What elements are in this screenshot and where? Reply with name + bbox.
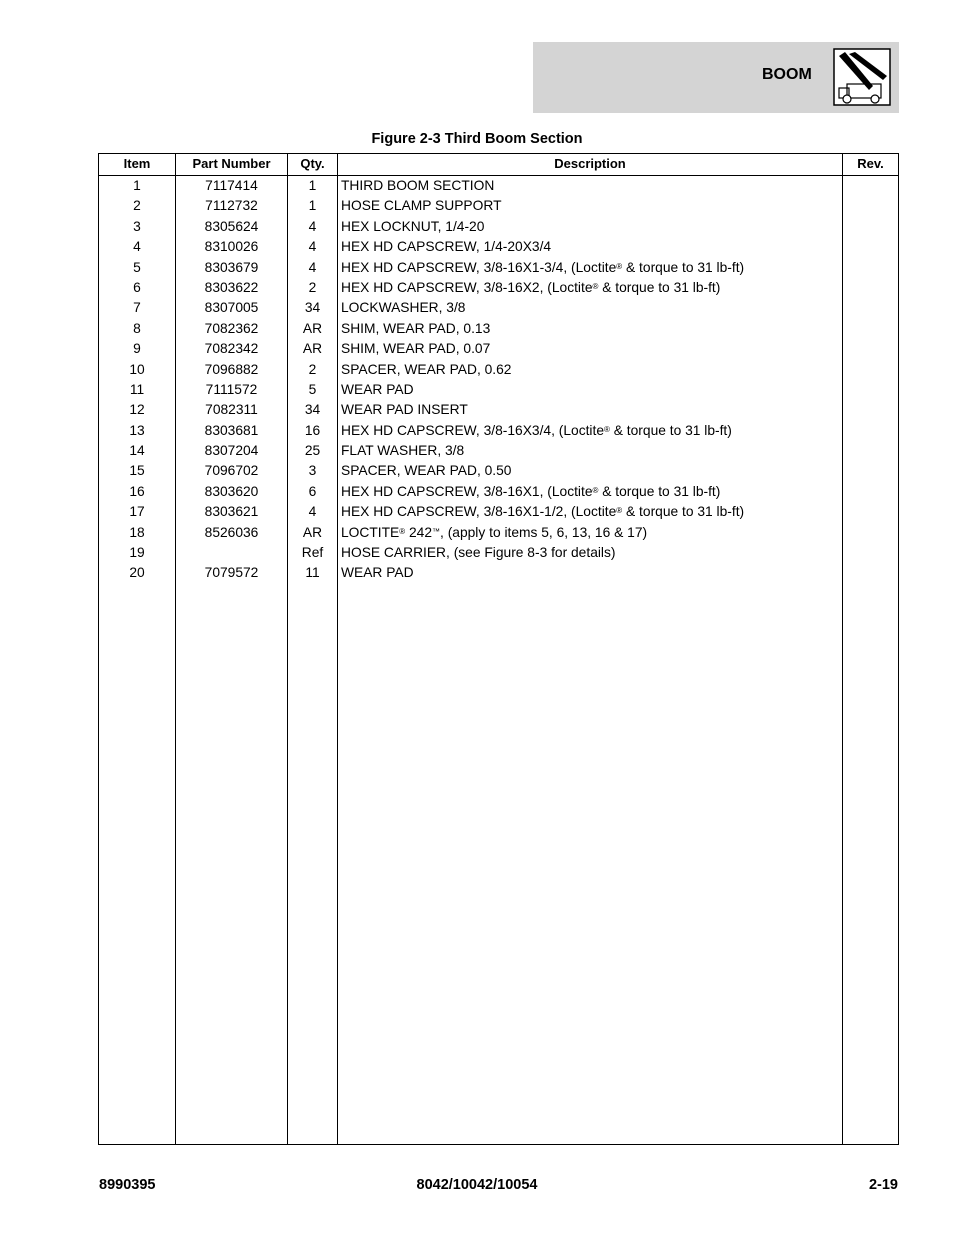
part-number: 7111572 bbox=[205, 381, 258, 397]
description: THIRD BOOM SECTION bbox=[341, 178, 495, 193]
part-number: 7096702 bbox=[204, 463, 259, 479]
table-row bbox=[99, 461, 898, 481]
quantity: AR bbox=[302, 320, 323, 336]
item-number: 17 bbox=[129, 504, 145, 520]
part-number: 8303621 bbox=[204, 504, 259, 520]
column-header-item: Item bbox=[123, 156, 151, 171]
description: HEX HD CAPSCREW, 1/4-20X3/4 bbox=[341, 239, 552, 255]
item-number: 12 bbox=[129, 402, 145, 418]
table-row bbox=[99, 237, 898, 257]
boom-truck-icon bbox=[833, 48, 891, 106]
description: WEAR PAD INSERT bbox=[341, 402, 468, 418]
footer-models: 8042/10042/10054 bbox=[416, 1177, 538, 1193]
quantity: 3 bbox=[308, 463, 317, 479]
description: HEX HD CAPSCREW, 3/8-16X2, (Loctite® & torque to 31 lb-ft) bbox=[341, 279, 721, 295]
quantity: 25 bbox=[304, 443, 321, 459]
item-number: 13 bbox=[129, 422, 145, 438]
description: HEX HD CAPSCREW, 3/8-16X1, (Loctite® & torque to 31 lb-ft) bbox=[341, 483, 721, 499]
item-number: 19 bbox=[129, 545, 145, 561]
column-header-part-number: Part Number bbox=[192, 156, 271, 171]
quantity: 4 bbox=[308, 259, 317, 275]
description: FLAT WASHER, 3/8 bbox=[341, 443, 465, 459]
part-number: 7082362 bbox=[204, 320, 259, 336]
description: HEX HD CAPSCREW, 3/8-16X3/4, (Loctite® & torque to 31 lb-ft) bbox=[341, 422, 732, 438]
item-number: 14 bbox=[129, 443, 145, 459]
section-title: BOOM bbox=[762, 66, 812, 83]
item-number: 6 bbox=[133, 279, 141, 295]
part-number: 7117414 bbox=[205, 178, 258, 193]
column-header-qty: Qty. bbox=[300, 156, 325, 171]
table-row bbox=[99, 217, 898, 237]
item-number: 8 bbox=[133, 320, 141, 336]
table-row bbox=[99, 502, 898, 522]
item-number: 11 bbox=[129, 381, 145, 397]
item-number: 15 bbox=[129, 463, 145, 479]
description: HEX HD CAPSCREW, 3/8-16X1-3/4, (Loctite® & torque to 31 lb-ft) bbox=[341, 259, 745, 275]
figure-title: Figure 2-3 Third Boom Section bbox=[371, 131, 583, 147]
description: SPACER, WEAR PAD, 0.50 bbox=[341, 463, 512, 479]
quantity: AR bbox=[302, 524, 323, 540]
table-row bbox=[99, 196, 898, 216]
table-row bbox=[99, 482, 898, 502]
part-number: 8303679 bbox=[204, 259, 259, 275]
quantity: 34 bbox=[304, 300, 321, 316]
table-row bbox=[99, 319, 898, 339]
part-number: 8303620 bbox=[204, 483, 259, 499]
description: LOCTITE® 242™, (apply to items 5, 6, 13, 16 & 17) bbox=[341, 524, 648, 540]
table-row bbox=[99, 278, 898, 298]
item-number: 7 bbox=[133, 300, 141, 316]
table-row bbox=[99, 380, 898, 400]
table-row bbox=[99, 441, 898, 461]
table-row bbox=[99, 339, 898, 359]
quantity: 4 bbox=[308, 504, 317, 520]
part-number: 8310026 bbox=[204, 239, 259, 255]
column-header-rev: Rev. bbox=[857, 156, 884, 171]
quantity: Ref bbox=[301, 545, 324, 561]
column-header-description: Description bbox=[554, 156, 626, 171]
item-number: 2 bbox=[133, 198, 141, 214]
quantity: 5 bbox=[308, 381, 317, 397]
part-number: 8307005 bbox=[204, 300, 259, 316]
quantity: 34 bbox=[304, 402, 321, 418]
table-row bbox=[99, 400, 898, 420]
part-number: 8526036 bbox=[204, 524, 259, 540]
item-number: 5 bbox=[133, 259, 141, 275]
part-number: 7079572 bbox=[204, 565, 259, 581]
quantity: AR bbox=[302, 341, 323, 357]
table-row bbox=[99, 360, 898, 380]
description: WEAR PAD bbox=[341, 565, 414, 581]
item-number: 20 bbox=[129, 565, 145, 581]
quantity: 2 bbox=[308, 279, 317, 295]
part-number: 7096882 bbox=[204, 361, 259, 377]
item-number: 4 bbox=[133, 239, 141, 255]
quantity: 4 bbox=[308, 239, 317, 255]
table-row bbox=[99, 298, 898, 318]
item-number: 9 bbox=[133, 341, 141, 357]
quantity: 4 bbox=[308, 218, 317, 234]
part-number: 8305624 bbox=[204, 218, 259, 234]
item-number: 1 bbox=[133, 178, 141, 193]
description: WEAR PAD bbox=[341, 381, 414, 397]
table-row bbox=[99, 258, 898, 278]
part-number: 7112732 bbox=[205, 198, 258, 214]
footer-doc-number: 8990395 bbox=[99, 1177, 156, 1193]
description: HOSE CARRIER, (see Figure 8-3 for details) bbox=[341, 545, 616, 561]
part-number: 8307204 bbox=[204, 443, 259, 459]
description: HEX HD CAPSCREW, 3/8-16X1-1/2, (Loctite® & torque to 31 lb-ft) bbox=[341, 504, 745, 520]
item-number: 18 bbox=[129, 524, 145, 540]
table-row bbox=[99, 543, 898, 563]
table-row bbox=[99, 523, 898, 543]
table-row bbox=[99, 563, 898, 583]
parts-table bbox=[98, 153, 899, 1145]
quantity: 11 bbox=[305, 565, 320, 581]
part-number: 8303622 bbox=[204, 279, 259, 295]
item-number: 10 bbox=[129, 361, 145, 377]
description: SHIM, WEAR PAD, 0.07 bbox=[341, 341, 491, 357]
description: HOSE CLAMP SUPPORT bbox=[341, 198, 502, 214]
part-number: 7082311 bbox=[205, 402, 258, 418]
table-body bbox=[99, 176, 898, 584]
table-row bbox=[99, 176, 898, 196]
item-number: 16 bbox=[129, 483, 145, 499]
quantity: 1 bbox=[308, 178, 317, 193]
quantity: 2 bbox=[308, 361, 317, 377]
description: HEX LOCKNUT, 1/4-20 bbox=[341, 218, 485, 234]
description: SPACER, WEAR PAD, 0.62 bbox=[341, 361, 512, 377]
quantity: 1 bbox=[308, 198, 317, 214]
part-number: 8303681 bbox=[204, 422, 259, 438]
table-row bbox=[99, 421, 898, 441]
quantity: 6 bbox=[308, 483, 317, 499]
description: SHIM, WEAR PAD, 0.13 bbox=[341, 320, 491, 336]
footer-page-number: 2-19 bbox=[868, 1177, 898, 1193]
description: LOCKWASHER, 3/8 bbox=[341, 300, 466, 316]
part-number: 7082342 bbox=[204, 341, 259, 357]
item-number: 3 bbox=[133, 218, 141, 234]
quantity: 16 bbox=[304, 422, 321, 438]
